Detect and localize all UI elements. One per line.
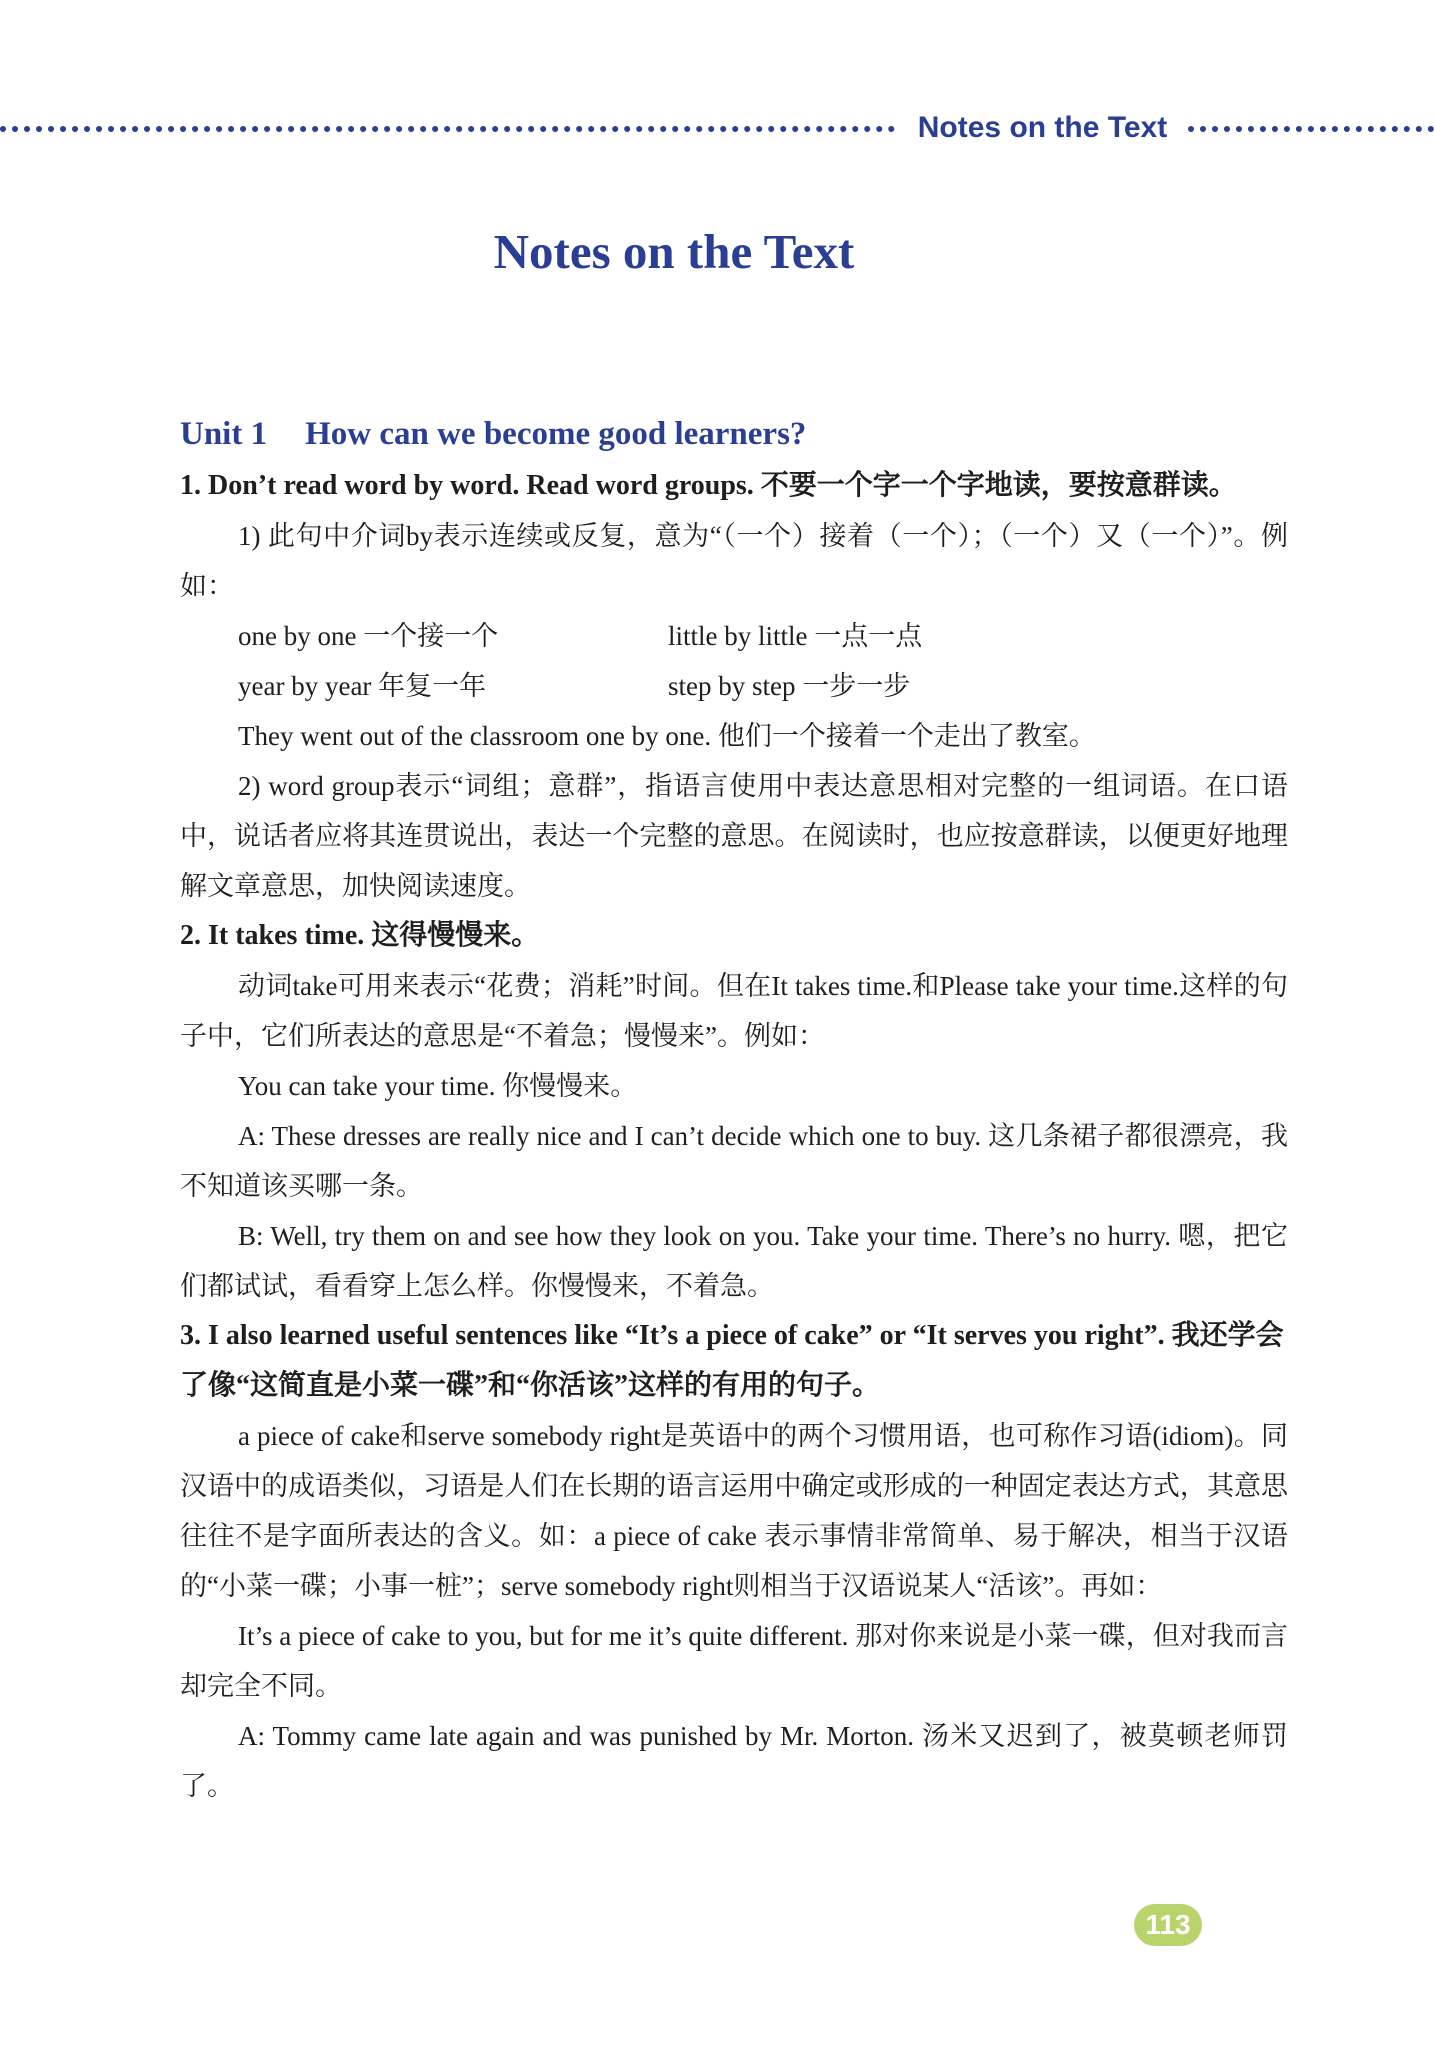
dotted-rule-right [1188,126,1434,132]
page-title: Notes on the Text [493,224,855,279]
running-header [0,108,1434,148]
phrase-pairs [180,611,1288,711]
note-2-example-2: A: These dresses are really nice and I can’t decide which one to buy. 这几条裙子都很漂亮，我不知道该买哪一条。 [180,1121,1288,1201]
note-2-paragraph: 动词take可用来表示“花费；消耗”时间。但在It takes time.和Please take your time.这样的句子中，它们所表达的意思是“不着急；慢慢来”。例如： [180,971,1288,1051]
note-3-paragraph: a piece of cake和serve somebody right是英语中的两个习惯用语，也可称作习语(idiom)。同汉语中的成语类似，习语是人们在长期的语言运用中确定或形成的一种固定表达方式，其意思往往不是字面所表达的含义。如：a piece of cake 表示事情非常简单、易于解决，相当于汉语的“小菜一碟；小事一桩”；serve somebody right则相当于汉语说某人“活该”。再如： [180,1421,1288,1601]
note-2-example-3: B: Well, try them on and see how they look on you. Take your time. There’s no hurry. 嗯，把它们都试试，看看穿上怎么样。你慢慢来，不着急。 [180,1221,1288,1301]
running-header-label: Notes on the Text [917,111,1168,144]
note-3-heading: 3. I also learned useful sentences like “It’s a piece of cake” or “It serves you right”. 我还学会了像“这简直是小菜一碟”和“你活该”这样的有用的句子。 [180,1320,1284,1401]
phrase-item: little by little 一点一点 [668,621,923,651]
note-1-heading: 1. Don’t read word by word. Read word groups. 不要一个字一个字地读，要按意群读。 [180,470,1237,501]
unit-number: Unit 1 [180,416,268,452]
phrase-item: one by one 一个接一个 [238,621,499,651]
unit-title: How can we become good learners? [305,416,807,452]
note-1-paragraph-2: 2) word group表示“词组；意群”，指语言使用中表达意思相对完整的一组词语。在口语中，说话者应将其连贯说出，表达一个完整的意思。在阅读时，也应按意群读，以便更好地理解文章意思，加快阅读速度。 [180,771,1288,901]
dotted-rule-left [0,126,895,132]
note-3-example-2: A: Tommy came late again and was punished by Mr. Morton. 汤米又迟到了，被莫顿老师罚了。 [180,1721,1288,1801]
note-2-heading: 2. It takes time. 这得慢慢来。 [180,920,540,951]
unit-heading [180,412,1288,456]
note-1-example: They went out of the classroom one by one. 他们一个接着一个走出了教室。 [238,721,1096,751]
phrase-item: step by step 一步一步 [668,671,911,701]
page-number: 113 [1134,1904,1202,1946]
note-2-example-1: You can take your time. 你慢慢来。 [238,1071,638,1101]
phrase-item: year by year 年复一年 [238,671,487,701]
note-3-example-1: It’s a piece of cake to you, but for me it’s quite different. 那对你来说是小菜一碟，但对我而言却完全不同。 [180,1621,1288,1701]
note-1-paragraph-1: 1) 此句中介词by表示连续或反复，意为“（一个）接着（一个）；（一个）又（一个）”。例如： [180,521,1288,601]
notes-body [180,412,1288,1811]
